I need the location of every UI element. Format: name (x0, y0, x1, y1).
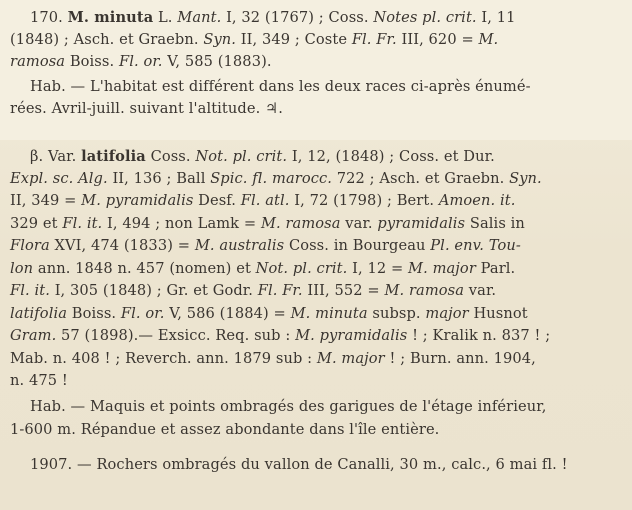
text-run: XVI, 474 (1833) = (49, 237, 195, 254)
variety-line (10, 236, 521, 256)
variety-habitat-line (30, 397, 546, 417)
text-run: Boiss. (65, 53, 119, 70)
text-run: II, 349 = (10, 192, 82, 209)
italic-citation: Fl. or. (118, 53, 163, 70)
entry-habitat-line (10, 99, 283, 119)
text-run: ! ; Kralik n. 837 ! ; (407, 327, 551, 344)
variety-line (10, 304, 528, 324)
italic-citation: M. ramosa (384, 282, 465, 299)
italic-citation: major (425, 305, 469, 322)
text-run: rées. Avril-juill. suivant l'altitude. ♃. (10, 100, 283, 117)
italic-citation: latifolia (10, 305, 68, 322)
entry-line (10, 30, 498, 50)
italic-citation: Not. pl. crit. (255, 260, 348, 277)
italic-citation: Fl. it. (62, 215, 103, 232)
italic-citation: Flora (10, 237, 50, 254)
variety-line (10, 349, 536, 369)
text-run: I, 11 (476, 9, 516, 26)
text-run: V, 585 (1883). (162, 53, 272, 70)
text-run: Hab. — Maquis et points ombragés des garigues de l'étage inférieur, (30, 398, 547, 415)
taxon-name: latifolia (81, 148, 146, 165)
italic-citation: Pl. env. Tou- (430, 237, 521, 254)
text-run: 1-600 m. Répandue et assez abondante dans l'île entière. (10, 421, 440, 438)
text-run: subsp. (367, 305, 426, 322)
variety-habitat-line (10, 420, 439, 440)
text-run: Coss. (145, 148, 196, 165)
entry-line (30, 8, 516, 28)
text-run: Parl. (475, 260, 516, 277)
text-run: var. (340, 215, 378, 232)
text-run: n. 475 ! (10, 372, 68, 389)
variety-line (10, 214, 525, 234)
text-run: I, 494 ; non Lamk = (102, 215, 261, 232)
italic-citation: Mant. (177, 9, 222, 26)
italic-citation: M. major (408, 260, 476, 277)
variety-line (10, 371, 68, 391)
italic-citation: pyramidalis (377, 215, 466, 232)
italic-citation: Expl. sc. Alg. (10, 170, 108, 187)
italic-citation: Fl. atl. (240, 192, 290, 209)
italic-citation: Fl. it. (10, 282, 50, 299)
text-run: ! ; Burn. ann. 1904, (384, 350, 536, 367)
taxon-name: M. minuta (67, 9, 154, 26)
italic-citation: M. (478, 31, 499, 48)
variety-line (30, 147, 495, 167)
text-run: Husnot (468, 305, 528, 322)
italic-citation: Syn. (203, 31, 237, 48)
text-run: ann. 1848 n. 457 (nomen) et (33, 260, 256, 277)
italic-citation: Notes pl. crit. (373, 9, 477, 26)
text-run: I, 72 (1798) ; Bert. (289, 192, 439, 209)
collection-record (30, 455, 568, 475)
entry-line (10, 52, 272, 72)
italic-citation: M. major (316, 350, 385, 367)
text-run: 722 ; Asch. et Graebn. (332, 170, 510, 187)
text-run: I, 12, (1848) ; Coss. et Dur. (287, 148, 495, 165)
italic-citation: Fl. Fr. (257, 282, 303, 299)
italic-citation: M. pyramidalis (81, 192, 194, 209)
variety-line (10, 191, 515, 211)
text-run: 170. (30, 9, 68, 26)
text-run: Mab. n. 408 ! ; Reverch. ann. 1879 sub : (10, 350, 317, 367)
italic-citation: M. minuta (290, 305, 368, 322)
italic-citation: M. pyramidalis (295, 327, 408, 344)
text-run: 1907. — Rochers ombragés du vallon de Canalli, 30 m., calc., 6 mai fl. ! (30, 456, 568, 473)
italic-citation: Fl. Fr. (351, 31, 397, 48)
variety-line (10, 281, 496, 301)
text-run: Hab. — L'habitat est différent dans les deux races ci-après énumé- (30, 78, 531, 95)
text-run: III, 552 = (302, 282, 385, 299)
text-run: II, 136 ; Ball (107, 170, 211, 187)
text-run: Coss. in Bourgeau (284, 237, 431, 254)
italic-citation: Fl. or. (120, 305, 165, 322)
italic-citation: Syn. (509, 170, 542, 187)
text-run: (1848) ; Asch. et Graebn. (10, 31, 204, 48)
text-run: II, 349 ; Coste (236, 31, 352, 48)
text-run: V, 586 (1884) = (164, 305, 291, 322)
text-run: L. (153, 9, 178, 26)
italic-citation: Amoen. it. (438, 192, 516, 209)
italic-citation: Gram. (10, 327, 57, 344)
text-run: var. (464, 282, 497, 299)
italic-citation: Not. pl. crit. (195, 148, 288, 165)
text-run: Salis in (465, 215, 525, 232)
text-run: I, 32 (1767) ; Coss. (221, 9, 374, 26)
italic-citation: ramosa (10, 53, 66, 70)
text-run: I, 12 = (347, 260, 409, 277)
italic-citation: M. ramosa (260, 215, 341, 232)
text-run: β. Var. (30, 148, 82, 165)
variety-line (10, 326, 550, 346)
italic-citation: lon (10, 260, 34, 277)
variety-line (10, 259, 515, 279)
text-run: Desf. (193, 192, 241, 209)
variety-line (10, 169, 542, 189)
text-run: 329 et (10, 215, 63, 232)
text-run: I, 305 (1848) ; Gr. et Godr. (49, 282, 258, 299)
italic-citation: Spic. fl. marocc. (210, 170, 332, 187)
text-run: Boiss. (67, 305, 121, 322)
italic-citation: M. australis (194, 237, 285, 254)
text-run: 57 (1898).— Exsicc. Req. sub : (56, 327, 296, 344)
text-run: III, 620 = (396, 31, 479, 48)
entry-habitat-line (30, 77, 531, 97)
